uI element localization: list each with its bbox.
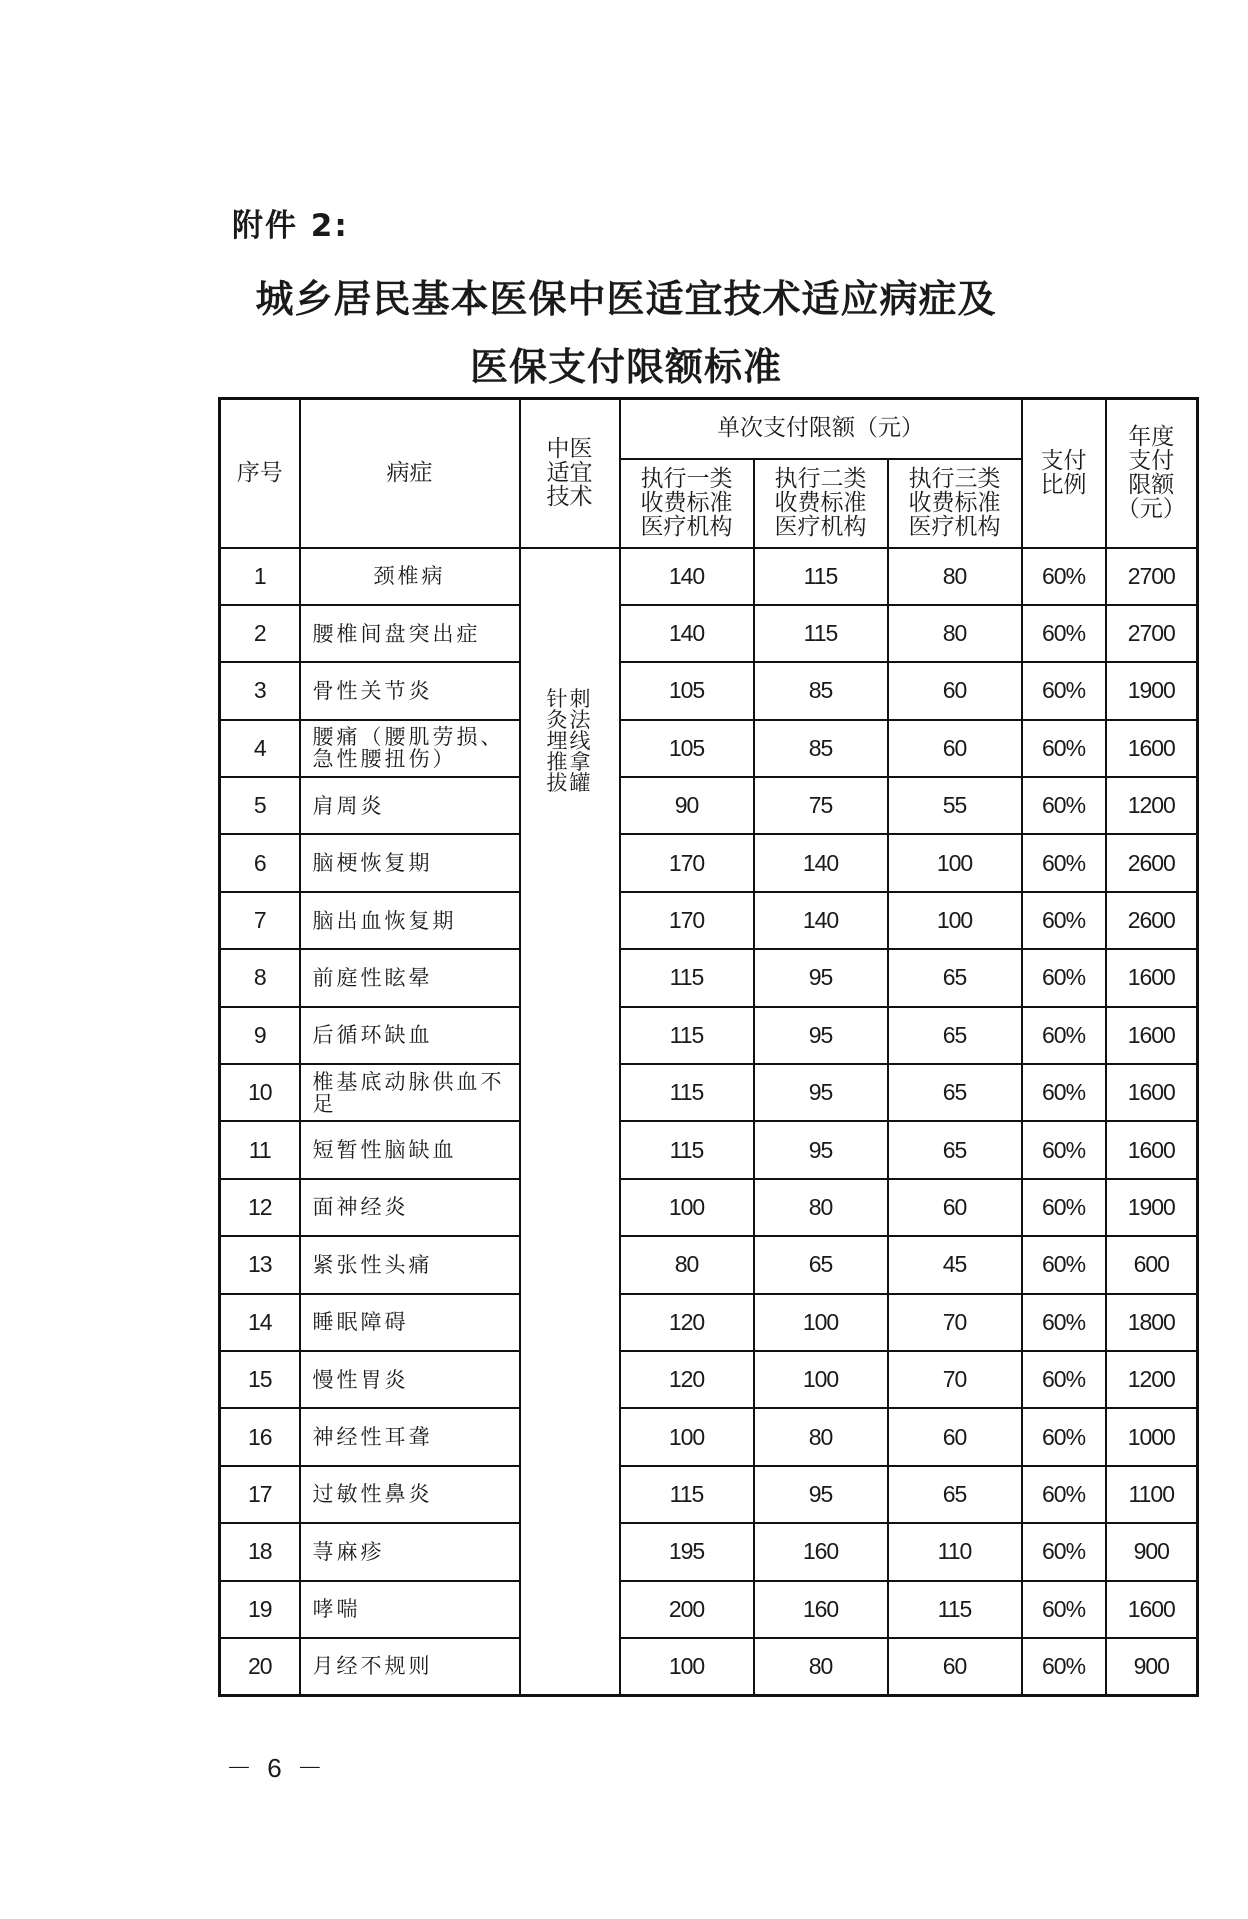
header-annual-line: （元） xyxy=(1116,495,1186,522)
cell-class2-limit: 95 xyxy=(754,1064,888,1121)
cell-class1-limit: 90 xyxy=(620,777,754,834)
cell-annual-limit: 1100 xyxy=(1106,1466,1198,1523)
cell-annual-limit: 1600 xyxy=(1106,1064,1198,1121)
cell-class1-limit: 140 xyxy=(620,605,754,662)
cell-annual-limit: 1600 xyxy=(1106,949,1198,1006)
cell-ratio: 60% xyxy=(1022,1638,1106,1695)
cell-class2-limit: 85 xyxy=(754,720,888,777)
cell-seq: 19 xyxy=(220,1581,300,1638)
cell-class1-limit: 170 xyxy=(620,892,754,949)
document-title-line2: 医保支付限额标准 xyxy=(469,344,782,389)
cell-class1-limit: 105 xyxy=(620,662,754,719)
cell-class2-limit: 115 xyxy=(754,605,888,662)
cell-class3-limit: 65 xyxy=(888,1007,1022,1064)
header-annual-limit xyxy=(1106,399,1198,548)
cell-class2-limit: 100 xyxy=(754,1294,888,1351)
table-row xyxy=(220,1638,1198,1695)
cell-class2-limit: 80 xyxy=(754,1179,888,1236)
cell-disease: 前庭性眩晕 xyxy=(300,949,520,1006)
table-row xyxy=(220,548,1198,605)
table-row xyxy=(220,1179,1198,1236)
technique-line: 灸法 xyxy=(546,707,593,732)
cell-class2-limit: 100 xyxy=(754,1351,888,1408)
cell-annual-limit: 1800 xyxy=(1106,1294,1198,1351)
cell-disease: 颈椎病 xyxy=(300,548,520,605)
cell-class2-limit: 95 xyxy=(754,949,888,1006)
cell-class1-limit: 105 xyxy=(620,720,754,777)
header-ratio xyxy=(1022,399,1106,548)
cell-class3-limit: 45 xyxy=(888,1236,1022,1293)
header-class3-line: 执行三类 xyxy=(908,465,1001,492)
cell-seq: 9 xyxy=(220,1007,300,1064)
table-row xyxy=(220,1294,1198,1351)
cell-seq: 5 xyxy=(220,777,300,834)
header-class2-line: 执行二类 xyxy=(774,465,867,492)
cell-seq: 18 xyxy=(220,1523,300,1580)
cell-disease: 面神经炎 xyxy=(300,1179,520,1236)
cell-class2-limit: 140 xyxy=(754,834,888,891)
cell-class1-limit: 170 xyxy=(620,834,754,891)
table-row xyxy=(220,777,1198,834)
cell-annual-limit: 1600 xyxy=(1106,1581,1198,1638)
cell-technique xyxy=(520,548,620,1696)
cell-class3-limit: 60 xyxy=(888,662,1022,719)
cell-seq: 20 xyxy=(220,1638,300,1695)
header-class3 xyxy=(888,459,1022,548)
cell-disease: 荨麻疹 xyxy=(300,1523,520,1580)
cell-class3-limit: 65 xyxy=(888,1064,1022,1121)
header-technique xyxy=(520,399,620,548)
cell-class1-limit: 115 xyxy=(620,949,754,1006)
cell-class1-limit: 120 xyxy=(620,1294,754,1351)
cell-ratio: 60% xyxy=(1022,720,1106,777)
header-class1-line: 医疗机构 xyxy=(640,513,733,540)
cell-annual-limit: 2700 xyxy=(1106,548,1198,605)
header-ratio-line: 支付 xyxy=(1040,447,1087,474)
table-row xyxy=(220,720,1198,777)
cell-ratio: 60% xyxy=(1022,662,1106,719)
header-class3-line: 收费标准 xyxy=(908,489,1001,516)
header-annual-line: 年度 xyxy=(1128,423,1175,450)
cell-class1-limit: 100 xyxy=(620,1408,754,1465)
cell-disease: 神经性耳聋 xyxy=(300,1408,520,1465)
cell-seq: 2 xyxy=(220,605,300,662)
cell-class2-limit: 95 xyxy=(754,1466,888,1523)
cell-disease: 过敏性鼻炎 xyxy=(300,1466,520,1523)
cell-class2-limit: 115 xyxy=(754,548,888,605)
cell-annual-limit: 1600 xyxy=(1106,1121,1198,1178)
cell-disease: 睡眠障碍 xyxy=(300,1294,520,1351)
cell-ratio: 60% xyxy=(1022,1466,1106,1523)
cell-disease: 肩周炎 xyxy=(300,777,520,834)
cell-disease: 后循环缺血 xyxy=(300,1007,520,1064)
cell-class3-limit: 60 xyxy=(888,1408,1022,1465)
cell-class2-limit: 95 xyxy=(754,1121,888,1178)
header-technique-line: 技术 xyxy=(546,483,593,510)
cell-disease: 紧张性头痛 xyxy=(300,1236,520,1293)
cell-class3-limit: 55 xyxy=(888,777,1022,834)
cell-class3-limit: 80 xyxy=(888,605,1022,662)
technique-line: 针刺 xyxy=(546,686,593,711)
header-technique-line: 中医 xyxy=(546,435,593,462)
cell-annual-limit: 1600 xyxy=(1106,720,1198,777)
cell-class1-limit: 100 xyxy=(620,1638,754,1695)
header-annual-line: 限额 xyxy=(1128,471,1175,498)
cell-class1-limit: 115 xyxy=(620,1064,754,1121)
header-ratio-line: 比例 xyxy=(1040,471,1087,498)
cell-ratio: 60% xyxy=(1022,1351,1106,1408)
cell-ratio: 60% xyxy=(1022,1294,1106,1351)
cell-annual-limit: 1600 xyxy=(1106,1007,1198,1064)
cell-disease: 月经不规则 xyxy=(300,1638,520,1695)
cell-seq: 15 xyxy=(220,1351,300,1408)
cell-ratio: 60% xyxy=(1022,834,1106,891)
cell-seq: 8 xyxy=(220,949,300,1006)
cell-class3-limit: 115 xyxy=(888,1581,1022,1638)
cell-seq: 11 xyxy=(220,1121,300,1178)
cell-ratio: 60% xyxy=(1022,1007,1106,1064)
header-class2-line: 收费标准 xyxy=(774,489,867,516)
cell-ratio: 60% xyxy=(1022,892,1106,949)
cell-seq: 4 xyxy=(220,720,300,777)
document-title-line1: 城乡居民基本医保中医适宜技术适应病症及 xyxy=(255,276,997,321)
header-seq: 序号 xyxy=(220,399,300,548)
cell-class1-limit: 115 xyxy=(620,1007,754,1064)
cell-seq: 3 xyxy=(220,662,300,719)
table-row xyxy=(220,1523,1198,1580)
cell-seq: 10 xyxy=(220,1064,300,1121)
attachment-label: 附件 2: xyxy=(232,208,349,244)
cell-disease: 哮喘 xyxy=(300,1581,520,1638)
header-class1-line: 执行一类 xyxy=(640,465,733,492)
header-annual-line: 支付 xyxy=(1128,447,1175,474)
cell-class3-limit: 70 xyxy=(888,1294,1022,1351)
table-row xyxy=(220,1064,1198,1121)
cell-annual-limit: 1200 xyxy=(1106,777,1198,834)
cell-ratio: 60% xyxy=(1022,777,1106,834)
cell-ratio: 60% xyxy=(1022,1581,1106,1638)
cell-class3-limit: 65 xyxy=(888,949,1022,1006)
cell-annual-limit: 900 xyxy=(1106,1523,1198,1580)
cell-ratio: 60% xyxy=(1022,1179,1106,1236)
cell-class3-limit: 100 xyxy=(888,892,1022,949)
cell-disease: 短暂性脑缺血 xyxy=(300,1121,520,1178)
cell-ratio: 60% xyxy=(1022,1523,1106,1580)
cell-class2-limit: 75 xyxy=(754,777,888,834)
table-row xyxy=(220,1007,1198,1064)
header-class3-line: 医疗机构 xyxy=(908,513,1001,540)
cell-class2-limit: 65 xyxy=(754,1236,888,1293)
cell-class1-limit: 115 xyxy=(620,1121,754,1178)
cell-seq: 17 xyxy=(220,1466,300,1523)
cell-class3-limit: 60 xyxy=(888,1179,1022,1236)
cell-class3-limit: 70 xyxy=(888,1351,1022,1408)
cell-seq: 14 xyxy=(220,1294,300,1351)
header-technique-line: 适宜 xyxy=(546,459,593,486)
table-row xyxy=(220,662,1198,719)
cell-class2-limit: 140 xyxy=(754,892,888,949)
cell-disease: 脑出血恢复期 xyxy=(300,892,520,949)
cell-annual-limit: 2600 xyxy=(1106,834,1198,891)
technique-line: 埋线 xyxy=(546,728,593,753)
cell-disease: 腰椎间盘突出症 xyxy=(300,605,520,662)
cell-ratio: 60% xyxy=(1022,1408,1106,1465)
cell-annual-limit: 900 xyxy=(1106,1638,1198,1695)
header-class2-line: 医疗机构 xyxy=(774,513,867,540)
cell-class1-limit: 80 xyxy=(620,1236,754,1293)
page-number: － 6 － xyxy=(226,1753,327,1783)
cell-ratio: 60% xyxy=(1022,548,1106,605)
cell-disease: 骨性关节炎 xyxy=(300,662,520,719)
header-disease: 病症 xyxy=(300,399,520,548)
cell-class2-limit: 80 xyxy=(754,1638,888,1695)
cell-class2-limit: 160 xyxy=(754,1523,888,1580)
cell-ratio: 60% xyxy=(1022,949,1106,1006)
cell-class3-limit: 80 xyxy=(888,548,1022,605)
cell-ratio: 60% xyxy=(1022,605,1106,662)
cell-seq: 12 xyxy=(220,1179,300,1236)
cell-class1-limit: 200 xyxy=(620,1581,754,1638)
cell-class3-limit: 100 xyxy=(888,834,1022,891)
cell-class1-limit: 195 xyxy=(620,1523,754,1580)
table-row xyxy=(220,605,1198,662)
cell-disease: 脑梗恢复期 xyxy=(300,834,520,891)
table-row xyxy=(220,1236,1198,1293)
cell-class1-limit: 115 xyxy=(620,1466,754,1523)
cell-seq: 7 xyxy=(220,892,300,949)
cell-ratio: 60% xyxy=(1022,1064,1106,1121)
header-class1-line: 收费标准 xyxy=(640,489,733,516)
cell-seq: 16 xyxy=(220,1408,300,1465)
table-row xyxy=(220,834,1198,891)
cell-annual-limit: 2600 xyxy=(1106,892,1198,949)
cell-annual-limit: 1200 xyxy=(1106,1351,1198,1408)
cell-class1-limit: 100 xyxy=(620,1179,754,1236)
cell-class2-limit: 85 xyxy=(754,662,888,719)
table-row xyxy=(220,1351,1198,1408)
cell-class3-limit: 60 xyxy=(888,1638,1022,1695)
header-class2 xyxy=(754,459,888,548)
cell-seq: 6 xyxy=(220,834,300,891)
table-row xyxy=(220,1581,1198,1638)
cell-disease: 慢性胃炎 xyxy=(300,1351,520,1408)
cell-annual-limit: 2700 xyxy=(1106,605,1198,662)
cell-class2-limit: 160 xyxy=(754,1581,888,1638)
header-class1 xyxy=(620,459,754,548)
cell-class1-limit: 120 xyxy=(620,1351,754,1408)
cell-annual-limit: 1900 xyxy=(1106,662,1198,719)
cell-disease: 腰痛（腰肌劳损、急性腰扭伤） xyxy=(300,720,520,777)
cell-class3-limit: 60 xyxy=(888,720,1022,777)
cell-class3-limit: 110 xyxy=(888,1523,1022,1580)
table-body xyxy=(220,548,1198,1696)
table-row xyxy=(220,1466,1198,1523)
table-row xyxy=(220,1121,1198,1178)
payment-standards-table xyxy=(218,397,1199,1697)
cell-class2-limit: 80 xyxy=(754,1408,888,1465)
cell-class3-limit: 65 xyxy=(888,1121,1022,1178)
cell-seq: 1 xyxy=(220,548,300,605)
cell-ratio: 60% xyxy=(1022,1236,1106,1293)
technique-line: 推拿 xyxy=(546,749,593,774)
cell-annual-limit: 1900 xyxy=(1106,1179,1198,1236)
technique-line: 拔罐 xyxy=(546,770,593,795)
cell-ratio: 60% xyxy=(1022,1121,1106,1178)
cell-class1-limit: 140 xyxy=(620,548,754,605)
header-single-limit: 单次支付限额（元） xyxy=(620,399,1022,459)
cell-disease: 椎基底动脉供血不足 xyxy=(300,1064,520,1121)
cell-annual-limit: 1000 xyxy=(1106,1408,1198,1465)
cell-seq: 13 xyxy=(220,1236,300,1293)
table-row xyxy=(220,892,1198,949)
table-row xyxy=(220,949,1198,1006)
cell-annual-limit: 600 xyxy=(1106,1236,1198,1293)
cell-class2-limit: 95 xyxy=(754,1007,888,1064)
cell-class3-limit: 65 xyxy=(888,1466,1022,1523)
table-row xyxy=(220,1408,1198,1465)
